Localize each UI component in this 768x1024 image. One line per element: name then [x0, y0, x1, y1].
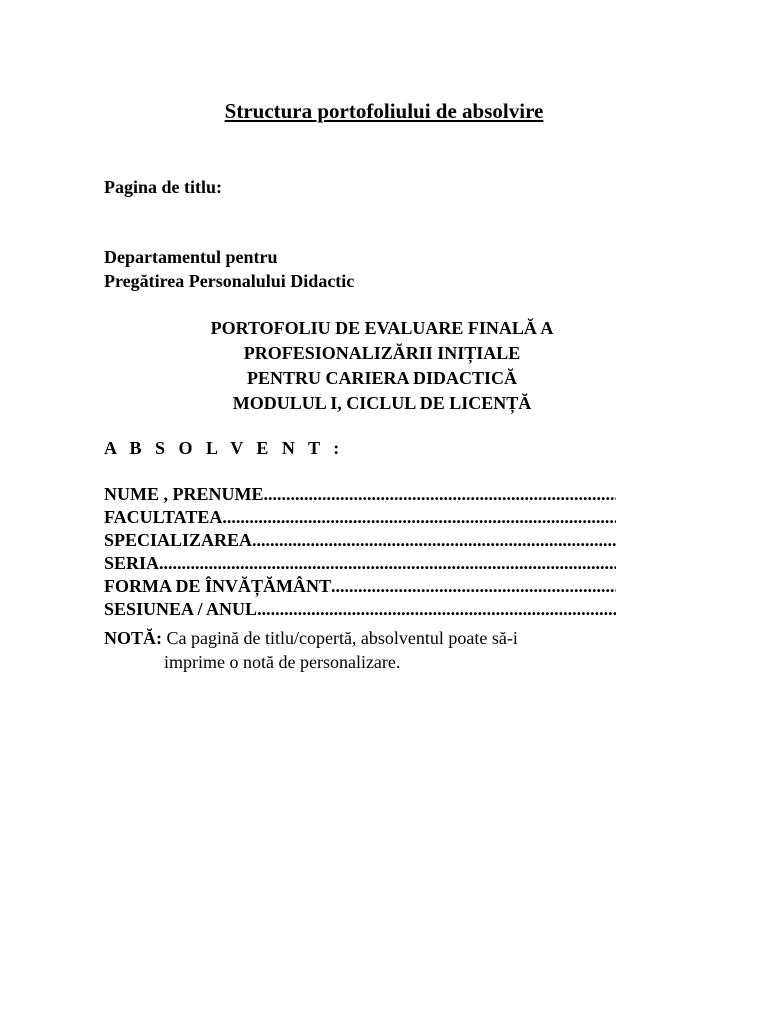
- field-label: SERIA: [104, 553, 160, 573]
- dotted-fill: [252, 529, 616, 552]
- note-text-1: Ca pagină de titlu/copertă, absolventul poate să-i: [162, 628, 518, 648]
- field-label: SPECIALIZAREA: [104, 530, 253, 550]
- department-line-2: Pregătirea Personalului Didactic: [104, 271, 355, 291]
- field-label: NUME , PRENUME: [104, 484, 264, 504]
- field-label: FACULTATEA: [104, 507, 223, 527]
- dotted-fill: [257, 598, 616, 621]
- field-label: FORMA DE ÎNVĂȚĂMÂNT: [104, 576, 331, 596]
- note-label: NOTĂ:: [104, 628, 162, 648]
- field-seria: [104, 552, 616, 575]
- absolvent-label: A B S O L V E N T :: [104, 438, 344, 458]
- dotted-fill: [222, 506, 616, 529]
- field-forma-de-invatamant: [104, 575, 616, 598]
- heading-line: PROFESIONALIZĂRII INIȚIALE: [243, 343, 521, 363]
- portfolio-heading: [130, 316, 634, 416]
- heading-line: PENTRU CARIERA DIDACTICĂ: [246, 368, 518, 388]
- section-label: Pagina de titlu:: [104, 177, 223, 197]
- field-label: SESIUNEA / ANUL: [104, 599, 258, 619]
- field-facultatea: [104, 506, 616, 529]
- note-text-2: imprime o notă de personalizare.: [164, 652, 401, 672]
- department-line-1: Departamentul pentru: [104, 247, 278, 267]
- dotted-fill: [331, 575, 616, 598]
- heading-line: MODULUL I, CICLUL DE LICENȚĂ: [232, 393, 532, 413]
- note-block: [104, 626, 624, 674]
- note-line-1: [104, 626, 624, 650]
- field-sesiunea-anul: [104, 598, 616, 621]
- field-nume-prenume: [104, 483, 616, 506]
- dotted-fill: [159, 552, 616, 575]
- field-specializarea: [104, 529, 616, 552]
- heading-line: PORTOFOLIU DE EVALUARE FINALĂ A: [210, 318, 554, 338]
- dotted-fill: [264, 483, 617, 506]
- document-title: Structura portofoliului de absolvire: [224, 99, 544, 123]
